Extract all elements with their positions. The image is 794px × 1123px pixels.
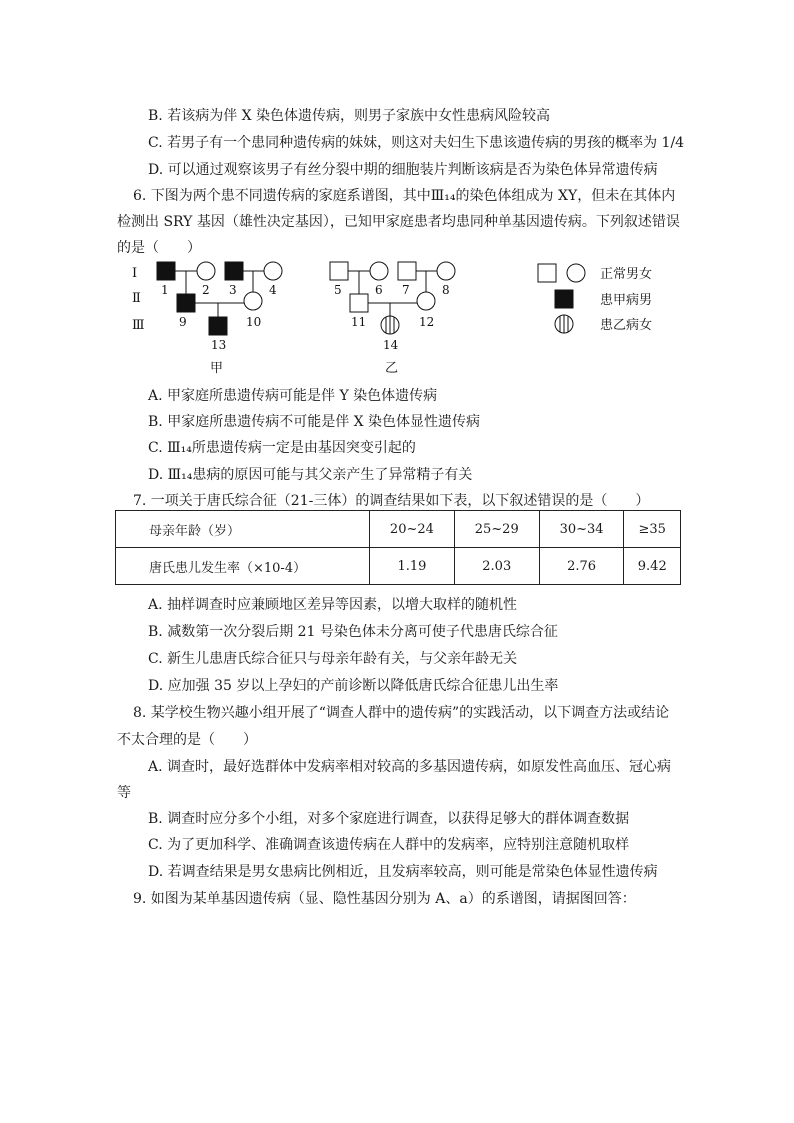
q8-option-c: C. 为了更加科学、准确调查该遗传病在人群中的发病率，应特别注意随机取样 — [148, 837, 630, 853]
label-14: 14 — [383, 338, 399, 352]
q9-stem: 9. 如图为某单基因遗传病（显、隐性基因分别为 A、a）的系谱图，请据图回答： — [133, 891, 636, 907]
q6-stem-line1: 6. 下图为两个患不同遗传病的家庭系谱图，其中Ⅲ₁₄的染色体组成为 XY，但未在其体内 — [133, 188, 676, 204]
individual-5-normal-male — [330, 262, 348, 280]
table-cell-age-label: 母亲年龄（岁） — [116, 511, 370, 548]
table-cell-age: 20~24 — [370, 511, 455, 548]
individual-2-normal-female — [197, 262, 215, 280]
table-cell-rate-label: 唐氏患儿发生率（×10-4） — [116, 548, 370, 585]
individual-13-affected-male — [209, 317, 227, 335]
q5-option-d: D. 可以通过观察该男子有丝分裂中期的细胞装片判断该病是否为染色体异常遗传病 — [148, 162, 658, 178]
generation-label-3: Ⅲ — [132, 318, 145, 333]
q7-data-table — [115, 510, 681, 585]
legend-normal-female-icon — [567, 264, 585, 282]
table-cell-rate: 2.76 — [539, 548, 624, 585]
label-8: 8 — [442, 283, 450, 297]
table-cell-rate: 2.03 — [454, 548, 539, 585]
individual-14-affected-b-female — [381, 316, 399, 334]
q6-stem-line2: 检测出 SRY 基因（雄性决定基因），已知甲家庭患者均患同种单基因遗传病。下列叙述错误 — [117, 214, 680, 230]
label-7: 7 — [402, 283, 410, 297]
q7-option-a: A. 抽样调查时应兼顾地区差异等因素，以增大取样的随机性 — [148, 597, 518, 613]
table-cell-age: ≥35 — [624, 511, 681, 548]
q6-option-c: C. Ⅲ₁₄所患遗传病一定是由基因突变引起的 — [148, 440, 416, 456]
q6-option-a: A. 甲家庭所患遗传病可能是伴 Y 染色体遗传病 — [148, 388, 438, 404]
legend-affected-b-label: 患乙病女 — [600, 318, 653, 333]
q7-option-d: D. 应加强 35 岁以上孕妇的产前诊断以降低唐氏综合征患儿出生率 — [148, 678, 559, 694]
individual-10-normal-female — [244, 292, 262, 310]
family-label-yi: 乙 — [385, 361, 399, 376]
generation-label-1: Ⅰ — [132, 266, 138, 281]
label-11: 11 — [351, 315, 367, 329]
label-3: 3 — [229, 283, 237, 297]
legend-affected-b-female-icon — [555, 315, 573, 333]
label-1: 1 — [161, 283, 169, 297]
label-12: 12 — [419, 315, 435, 329]
legend-affected-a-label: 患甲病男 — [600, 293, 653, 308]
label-9: 9 — [179, 315, 187, 329]
q5-option-c: C. 若男子有一个患同种遗传病的妹妹，则这对夫妇生下患该遗传病的男孩的概率为 1/4 — [148, 135, 685, 151]
individual-8-normal-female — [437, 262, 455, 280]
individual-1-affected-male — [157, 262, 175, 280]
individual-6-normal-female — [370, 262, 388, 280]
q5-option-b: B. 若该病为伴 X 染色体遗传病，则男子家族中女性患病风险较高 — [148, 108, 551, 124]
individual-4-normal-female — [264, 262, 282, 280]
table-cell-age: 25~29 — [454, 511, 539, 548]
q6-option-b: B. 甲家庭所患遗传病不可能是伴 X 染色体显性遗传病 — [148, 414, 481, 430]
q6-stem-line3: 的是（ ） — [117, 240, 201, 256]
q6-option-d: D. Ⅲ₁₄患病的原因可能与其父亲产生了异常精子有关 — [148, 467, 473, 483]
pedigree-chart — [0, 0, 794, 380]
table-row-age — [116, 511, 681, 548]
q7-stem: 7. 一项关于唐氏综合征（21-三体）的调查结果如下表，以下叙述错误的是（ ） — [133, 493, 650, 509]
individual-12-normal-female — [417, 292, 435, 310]
label-5: 5 — [334, 283, 342, 297]
individual-7-normal-male — [398, 262, 416, 280]
family-label-jia: 甲 — [210, 361, 224, 376]
q8-stem-line2: 不太合理的是（ ） — [117, 732, 257, 748]
legend-normal-label: 正常男女 — [600, 267, 653, 282]
table-cell-rate: 9.42 — [624, 548, 681, 585]
q8-option-a-line2: 等 — [117, 785, 131, 801]
legend-affected-a-male-icon — [555, 290, 573, 308]
individual-3-affected-male — [225, 262, 243, 280]
table-row-rate — [116, 548, 681, 585]
label-13: 13 — [211, 338, 227, 352]
label-10: 10 — [246, 315, 262, 329]
individual-9-affected-male — [177, 294, 195, 312]
q7-option-b: B. 减数第一次分裂后期 21 号染色体未分离可使子代患唐氏综合征 — [148, 624, 558, 640]
q7-option-c: C. 新生儿患唐氏综合征只与母亲年龄有关，与父亲年龄无关 — [148, 651, 518, 667]
generation-label-2: Ⅱ — [132, 291, 141, 306]
label-2: 2 — [202, 283, 210, 297]
legend-normal-male-icon — [538, 264, 556, 282]
q8-option-d: D. 若调查结果是男女患病比例相近，且发病率较高，则可能是常染色体显性遗传病 — [148, 864, 658, 880]
table-cell-age: 30~34 — [539, 511, 624, 548]
label-4: 4 — [269, 283, 277, 297]
q8-option-b: B. 调查时应分多个小组，对多个家庭进行调查，以获得足够大的群体调查数据 — [148, 811, 630, 827]
individual-11-normal-male — [350, 294, 368, 312]
q8-option-a-line1: A. 调查时，最好选群体中发病率相对较高的多基因遗传病，如原发性高血压、冠心病 — [148, 759, 672, 775]
table-cell-rate: 1.19 — [370, 548, 455, 585]
q8-stem-line1: 8. 某学校生物兴趣小组开展了“调查人群中的遗传病”的实践活动，以下调查方法或结论 — [133, 705, 670, 721]
label-6: 6 — [375, 283, 383, 297]
